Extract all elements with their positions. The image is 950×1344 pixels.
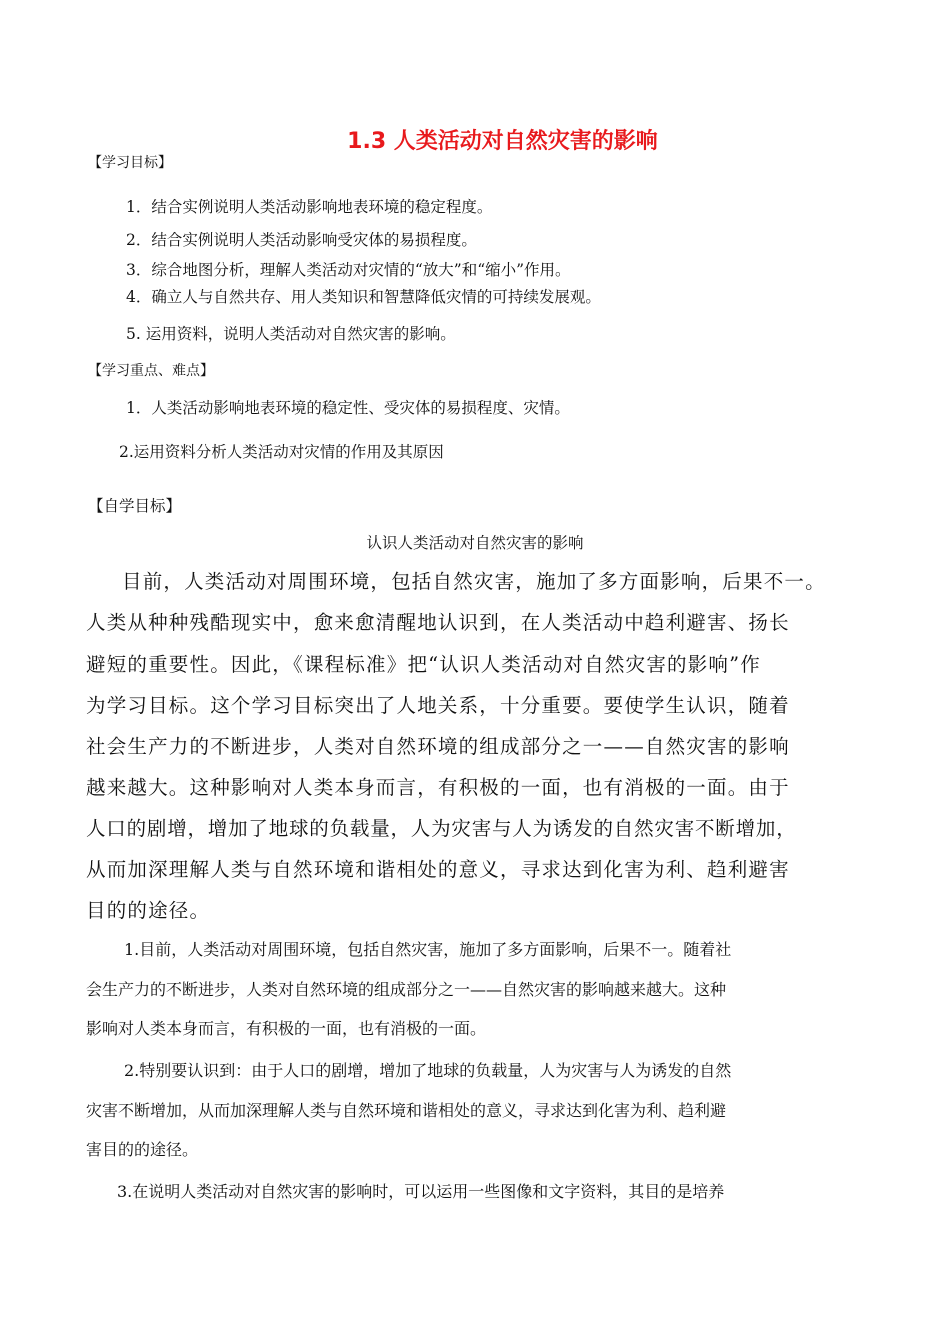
point-line: 3.在说明人类活动对自然灾害的影响时，可以运用一些图像和文字资料，其目的是培养 <box>117 1182 725 1201</box>
point-line: 害目的的途径。 <box>86 1140 199 1159</box>
goal-item-2: 2．结合实例说明人类活动影响受灾体的易损程度。 <box>126 231 477 249</box>
paragraph-line: 为学习目标。这个学习目标突出了人地关系，十分重要。要使学生认识，随着 <box>86 694 790 717</box>
section-heading-key-points: 【学习重点、难点】 <box>88 363 214 379</box>
paragraph-line: 从而加深理解人类与自然环境和谐相处的意义，寻求达到化害为利、趋利避害 <box>86 858 790 881</box>
paragraph-line: 避短的重要性。因此，《课程标准》把“认识人类活动对自然灾害的影响”作 <box>86 653 761 676</box>
paragraph-line: 目前，人类活动对周围环境，包括自然灾害，施加了多方面影响，后果不一。 <box>122 570 826 593</box>
goal-item-4: 4．确立人与自然共存、用人类知识和智慧降低灾情的可持续发展观。 <box>126 288 601 306</box>
page-title: 1.3 人类活动对自然灾害的影响 <box>347 129 658 154</box>
paragraph-line: 社会生产力的不断进步，人类对自然环境的组成部分之一——自然灾害的影响 <box>86 735 790 758</box>
section-subtitle: 认识人类活动对自然灾害的影响 <box>366 534 584 552</box>
point-line: 会生产力的不断进步，人类对自然环境的组成部分之一——自然灾害的影响越来越大。这种 <box>86 980 727 999</box>
paragraph-line: 人类从种种残酷现实中，愈来愈清醒地认识到，在人类活动中趋利避害、扬长 <box>86 611 790 634</box>
point-line: 1.目前，人类活动对周围环境，包括自然灾害，施加了多方面影响，后果不一。随着社 <box>124 940 732 959</box>
paragraph-line: 人口的剧增，增加了地球的负载量，人为灾害与人为诱发的自然灾害不断增加， <box>86 817 797 840</box>
goal-item-3: 3．综合地图分析，理解人类活动对灾情的“放大”和“缩小”作用。 <box>126 261 571 279</box>
point-line: 2.特别要认识到：由于人口的剧增，增加了地球的负载量，人为灾害与人为诱发的自然 <box>124 1061 732 1080</box>
paragraph-line: 越来越大。这种影响对人类本身而言，有积极的一面，也有消极的一面。由于 <box>86 776 790 799</box>
paragraph-line: 目的的途径。 <box>86 899 211 922</box>
key-point-1: 1．人类活动影响地表环境的稳定性、受灾体的易损程度、灾情。 <box>126 399 570 417</box>
point-line: 影响对人类本身而言，有积极的一面，也有消极的一面。 <box>86 1019 487 1038</box>
section-heading-self-study: 【自学目标】 <box>88 497 182 515</box>
goal-item-1: 1．结合实例说明人类活动影响地表环境的稳定程度。 <box>126 198 493 216</box>
section-heading-learning-goals: 【学习目标】 <box>88 155 172 171</box>
point-line: 灾害不断增加，从而加深理解人类与自然环境和谐相处的意义，寻求达到化害为利、趋利避 <box>86 1101 727 1120</box>
goal-item-5: 5. 运用资料，说明人类活动对自然灾害的影响。 <box>126 325 456 343</box>
key-point-2: 2.运用资料分析人类活动对灾情的作用及其原因 <box>119 443 444 461</box>
